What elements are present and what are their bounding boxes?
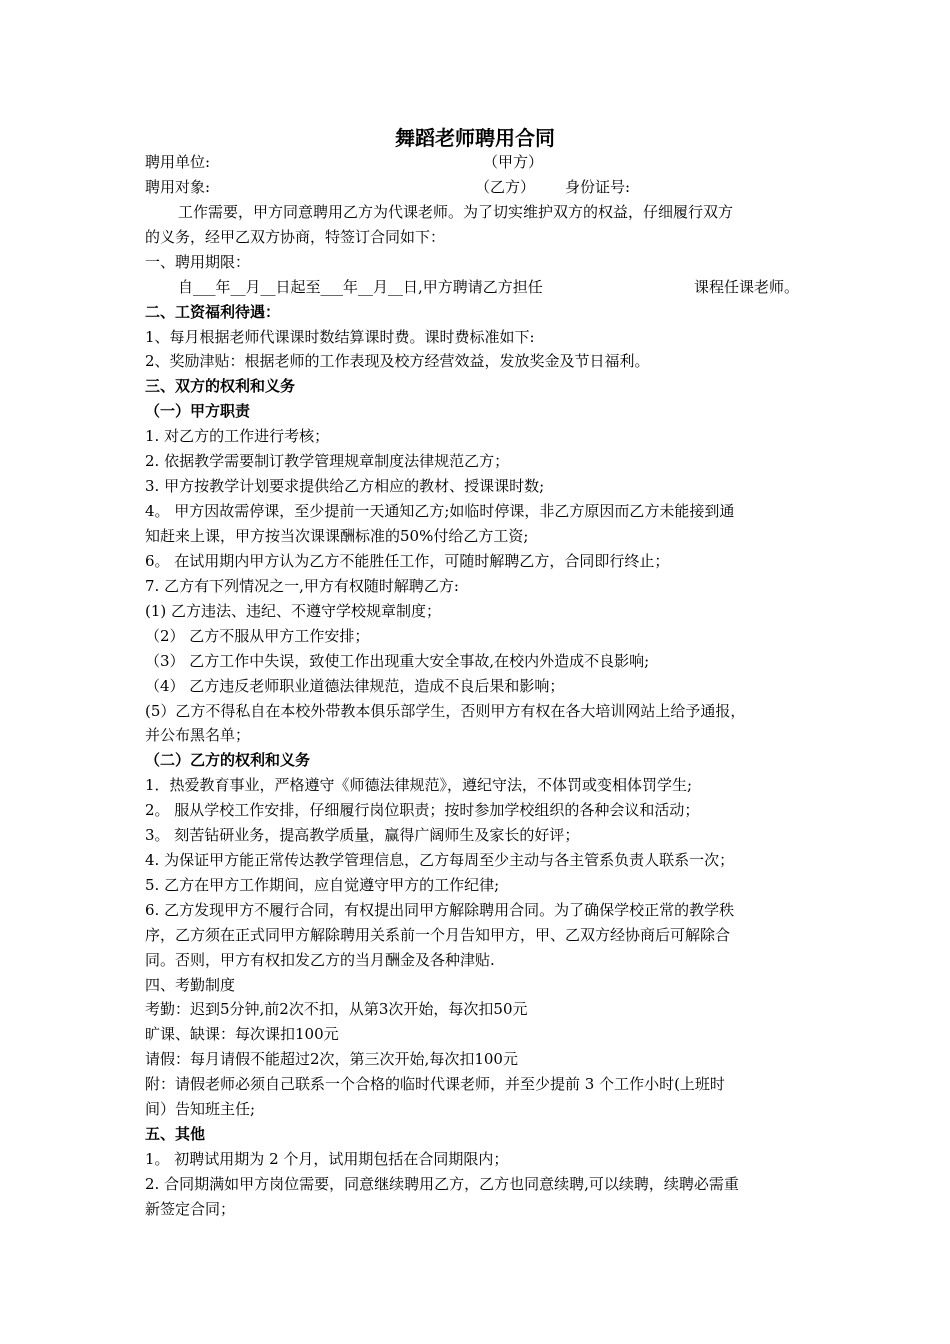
employer-party: （甲方） — [483, 153, 544, 171]
dismissal-reason-5: (5）乙方不得私自在本校外带教本俱乐部学生，否则甲方有权在各大培训网站上给予通报， — [145, 702, 746, 720]
party-a-item-7: 7. 乙方有下列情况之一,甲方有权随时解聘乙方: — [145, 577, 459, 595]
party-b-rights-title: （二）乙方的权利和义务 — [145, 751, 311, 769]
attendance-absence-rule: 旷课、缺课：每次课扣100元 — [145, 1025, 339, 1043]
employee-label: 聘用对象: — [145, 178, 211, 196]
section-4-title: 四、考勤制度 — [145, 976, 236, 994]
intro-line-1: 工作需要，甲方同意聘用乙方为代课老师。为了切实维护双方的权益，仔细履行双方 — [178, 203, 734, 221]
party-b-item-3: 3。 刻苦钻研业务，提高教学质量，赢得广阔师生及家长的好评； — [145, 826, 580, 844]
dismissal-reason-5-cont: 并公布黑名单； — [145, 726, 251, 744]
term-course: 课程任课老师。 — [694, 278, 800, 296]
dismissal-reason-1: (1) 乙方违法、违纪、不遵守学校规章制度； — [145, 602, 442, 620]
party-a-item-2: 2. 依据教学需要制订教学管理规章制度法律规范乙方； — [145, 452, 510, 470]
party-b-item-2: 2。 服从学校工作安排，仔细履行岗位职责；按时参加学校组织的各种会议和活动； — [145, 801, 700, 819]
party-b-item-1: 1．热爱教育事业，严格遵守《师德法律规范》，遵纪守法，不体罚或变相体罚学生; — [145, 776, 693, 794]
salary-item-2: 2、奖励津贴：根据老师的工作表现及校方经营效益，发放奖金及节日福利。 — [145, 352, 650, 370]
party-b-item-5: 5. 乙方在甲方工作期间，应自觉遵守甲方的工作纪律; — [145, 876, 500, 894]
section-3-title: 三、双方的权利和义务 — [145, 377, 296, 395]
dismissal-reason-4: （4） 乙方违反老师职业道德法律规范，造成不良后果和影响； — [145, 677, 565, 695]
other-item-1: 1。 初聘试用期为 2 个月，试用期包括在合同期限内； — [145, 1150, 509, 1168]
section-1-title: 一、聘用期限： — [145, 253, 251, 271]
attendance-note: 附：请假老师必须自己联系一个合格的临时代课老师，并至少提前 3 个工作小时(上班时 — [145, 1075, 725, 1093]
party-a-item-1: 1. 对乙方的工作进行考核； — [145, 427, 330, 445]
id-number-label: 身份证号: — [565, 178, 631, 196]
employee-line — [145, 176, 825, 200]
term-dates: 自___年__月__日起至___年__月__日,甲方聘请乙方担任 — [178, 278, 543, 296]
attendance-note-cont: 间）告知班主任; — [145, 1100, 256, 1118]
party-b-item-6-cont-1: 序，乙方须在正式同甲方解除聘用关系前一个月告知甲方，甲、乙双方经协商后可解除合 — [145, 926, 731, 944]
party-a-item-4-cont: 知赶来上课，甲方按当次课课酬标准的50%付给乙方工资; — [145, 527, 529, 545]
employer-label: 聘用单位: — [145, 153, 211, 171]
employee-party: （乙方） — [475, 178, 536, 196]
party-b-item-4: 4. 为保证甲方能正常传达教学管理信息，乙方每周至少主动与各主管系负责人联系一次； — [145, 851, 735, 869]
section-5-title: 五、其他 — [145, 1125, 206, 1143]
attendance-late-rule: 考勤：迟到5分钟,前2次不扣，从第3次开始，每次扣50元 — [145, 1000, 528, 1018]
other-item-2-cont: 新签定合同； — [145, 1200, 236, 1218]
party-a-item-3: 3. 甲方按教学计划要求提供给乙方相应的教材、授课课时数; — [145, 477, 545, 495]
dismissal-reason-3: （3） 乙方工作中失误，致使工作出现重大安全事故,在校内外造成不良影响; — [145, 652, 650, 670]
party-b-item-6-cont-2: 同。否则，甲方有权扣发乙方的当月酬金及各种津贴. — [145, 951, 495, 969]
other-item-2: 2. 合同期满如甲方岗位需要，同意继续聘用乙方，乙方也同意续聘,可以续聘，续聘必需重 — [145, 1175, 739, 1193]
document-title: 舞蹈老师聘用合同 — [395, 126, 555, 150]
term-line — [178, 276, 858, 300]
party-a-item-6: 6。 在试用期内甲方认为乙方不能胜任工作，可随时解聘乙方，合同即行终止； — [145, 552, 670, 570]
employer-line — [145, 151, 825, 175]
intro-line-2: 的义务，经甲乙双方协商，特签订合同如下： — [145, 228, 446, 246]
attendance-leave-rule: 请假：每月请假不能超过2次，第三次开始,每次扣100元 — [145, 1050, 518, 1068]
party-a-duties-title: （一）甲方职责 — [145, 402, 251, 420]
party-a-item-4: 4。 甲方因故需停课，至少提前一天通知乙方;如临时停课，非乙方原因而乙方未能接到通 — [145, 502, 735, 520]
salary-item-1: 1、每月根据老师代课课时数结算课时费。课时费标准如下: — [145, 328, 535, 346]
party-b-item-6: 6. 乙方发现甲方不履行合同，有权提出同甲方解除聘用合同。为了确保学校正常的教学秩 — [145, 901, 735, 919]
dismissal-reason-2: （2） 乙方不服从甲方工作安排； — [145, 627, 370, 645]
section-2-title: 二、工资福利待遇： — [145, 303, 281, 321]
